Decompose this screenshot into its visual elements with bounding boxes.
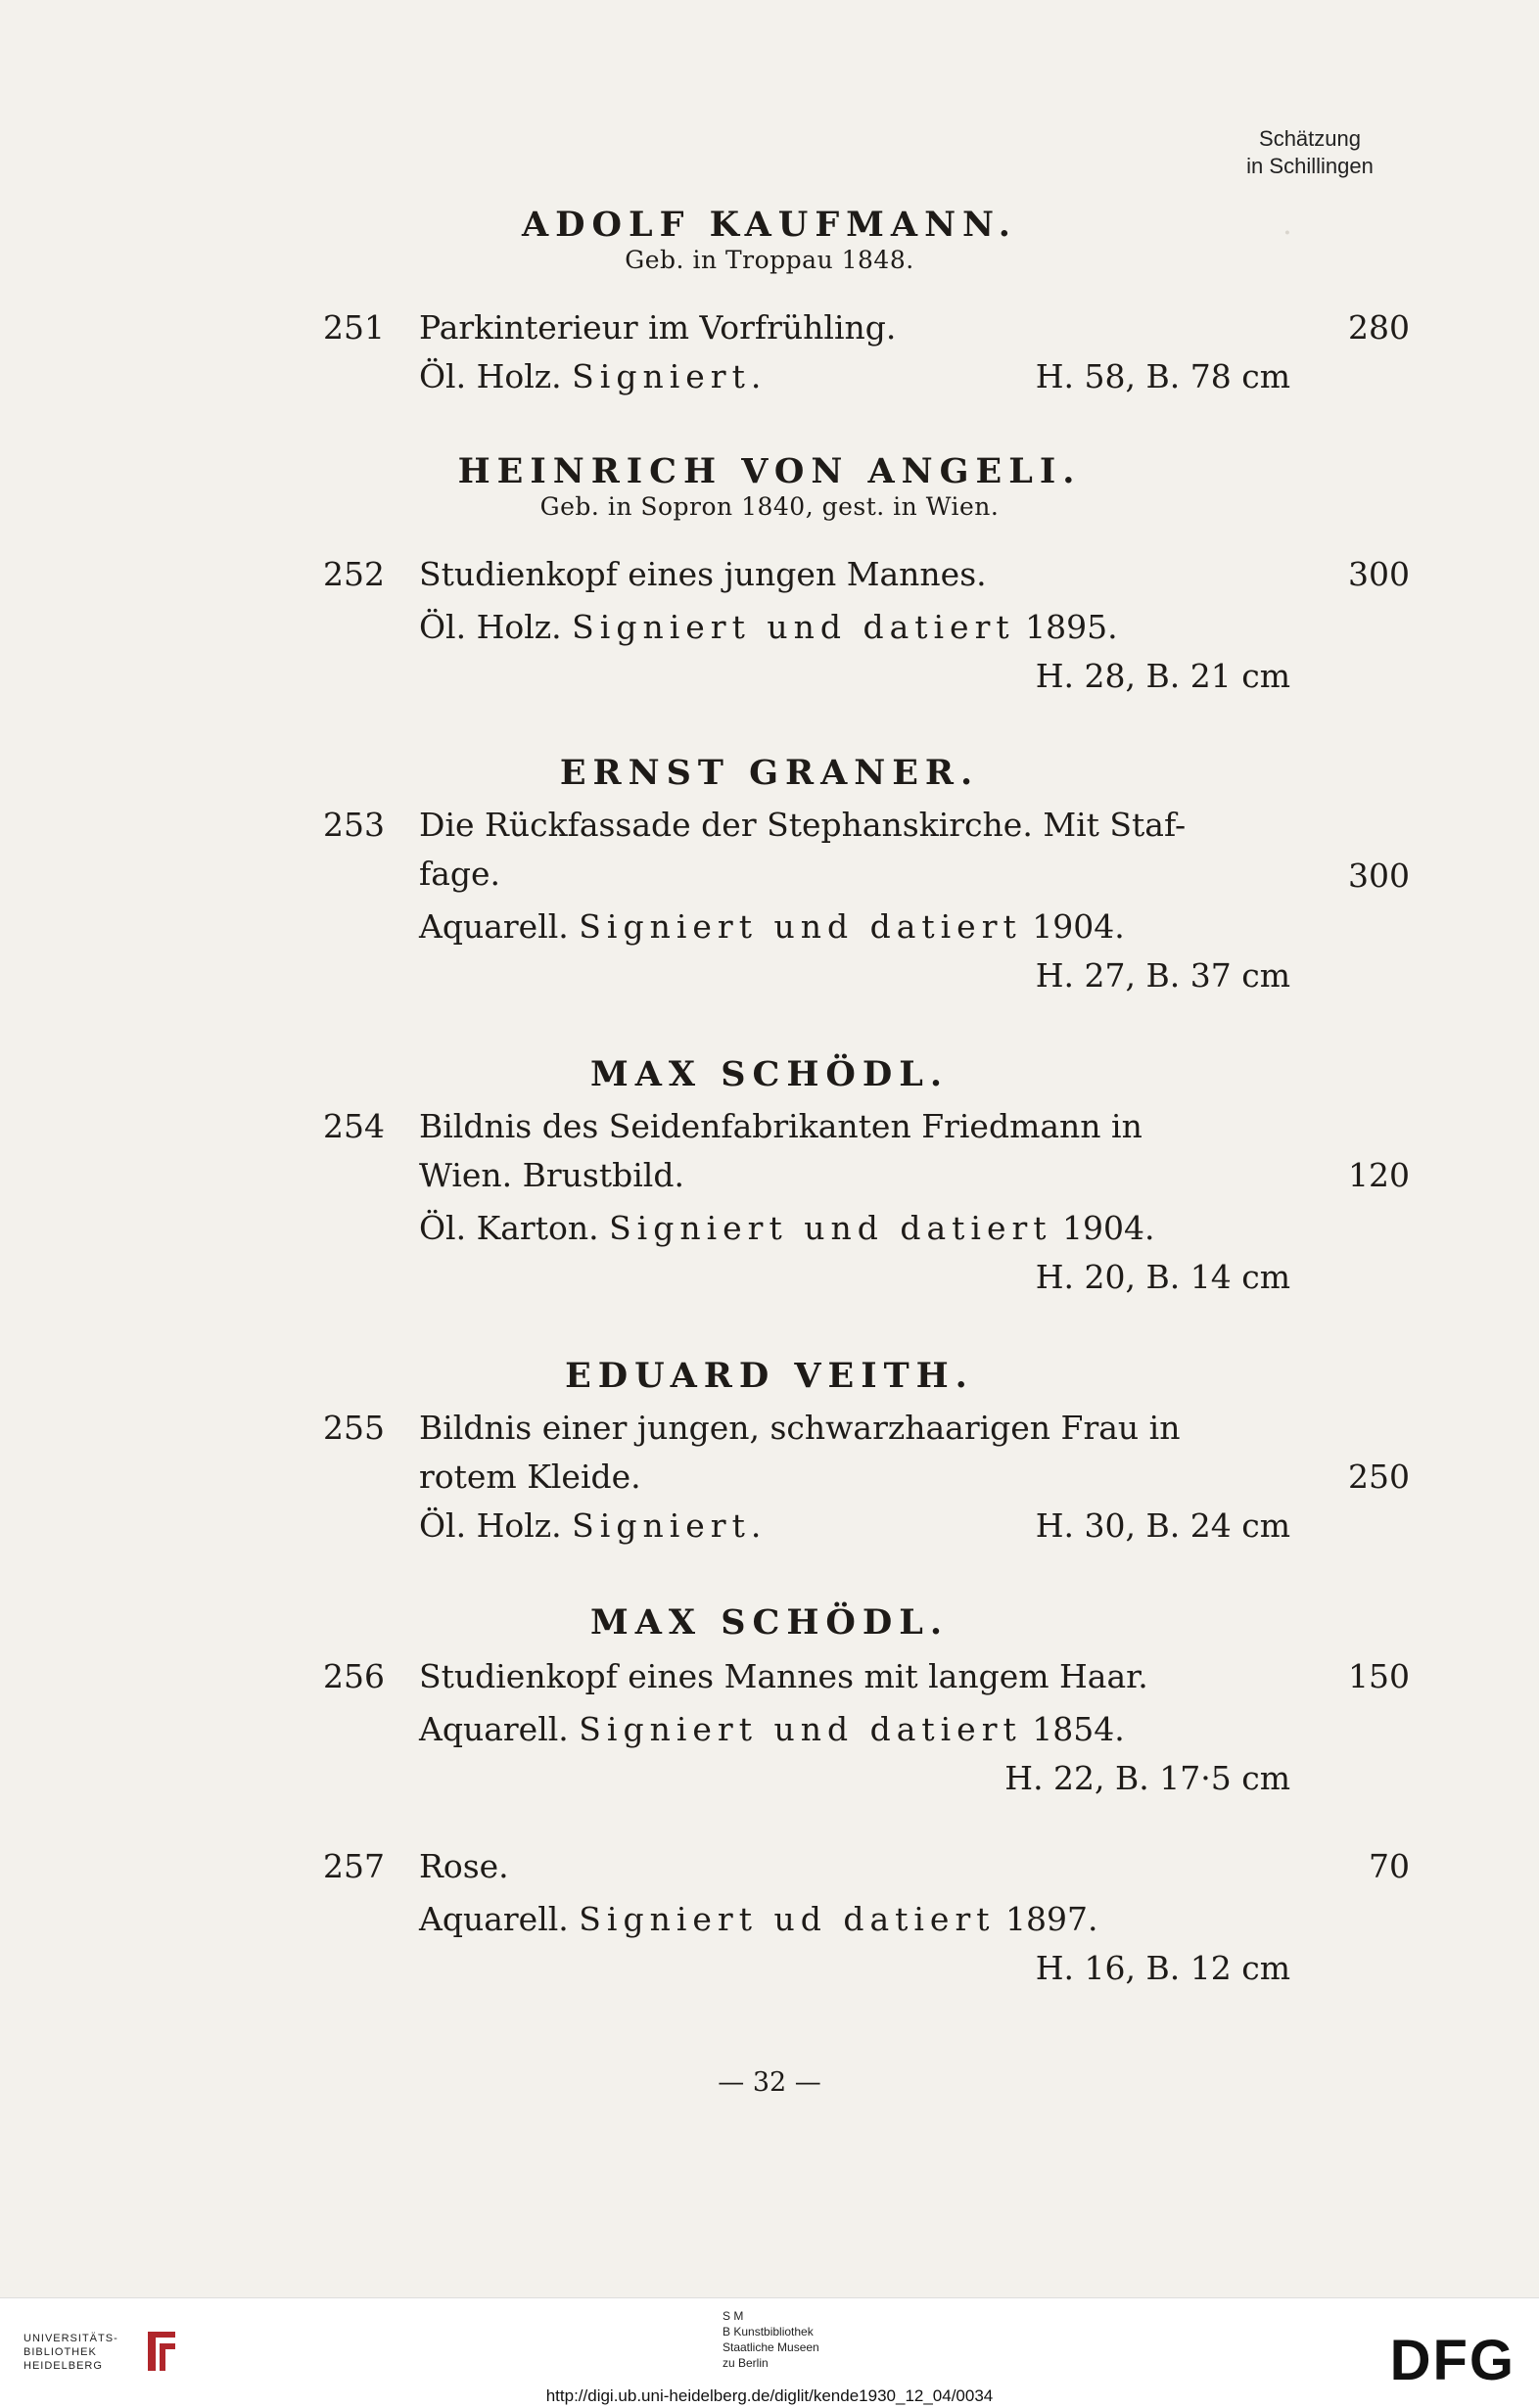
lot-price: 70 — [1369, 1847, 1410, 1885]
lot-title-line: fage. — [419, 855, 501, 893]
lot-price: 300 — [1348, 857, 1410, 895]
lot-medium: Öl. Karton. — [419, 1209, 599, 1247]
lot-medium: Aquarell. — [419, 907, 569, 946]
estimate-header-line2: in Schillingen — [1246, 154, 1374, 178]
page-number: — 32 — — [718, 2067, 821, 2098]
lot-medium: Aquarell. — [419, 1900, 569, 1938]
lot-year: 1895. — [1025, 608, 1118, 646]
estimate-header-line1: Schätzung — [1259, 126, 1361, 151]
lot-price: 280 — [1348, 308, 1410, 347]
lot-dimensions: H. 22, B. 17·5 cm — [1004, 1759, 1290, 1797]
lot-title: Parkinterieur im Vorfrühling. — [419, 308, 897, 347]
lot-signature: Signiert. — [572, 357, 768, 395]
lot-details — [419, 1895, 1290, 1943]
lot-title-line: Bildnis des Seidenfabrikanten Friedmann in — [419, 1107, 1143, 1145]
university-logo-icon — [142, 2328, 181, 2377]
lot-dimensions: H. 27, B. 37 cm — [1035, 956, 1290, 995]
library-line2: B Kunstbibliothek — [723, 2325, 814, 2339]
source-url[interactable]: http://digi.ub.uni-heidelberg.de/diglit/kende1930_12_04/0034 — [545, 2386, 994, 2405]
lot-signature: Signiert ud datiert — [579, 1900, 996, 1938]
lot-title-line: Die Rückfassade der Stephanskirche. Mit Staf- — [419, 806, 1187, 844]
lot-details — [419, 1705, 1290, 1753]
university-logo-text — [23, 2332, 118, 2373]
lot-number: 251 — [323, 308, 385, 347]
artist-name: MAX SCHÖDL. — [589, 1054, 950, 1094]
estimate-column-header — [1212, 125, 1408, 180]
lot-price: 300 — [1348, 555, 1410, 593]
lot-year: 1854. — [1032, 1710, 1125, 1748]
artist-info: Geb. in Sopron 1840, gest. in Wien. — [539, 492, 1000, 521]
lot-title: Studienkopf eines jungen Mannes. — [419, 555, 987, 593]
lot-dimensions: H. 28, B. 21 cm — [1035, 657, 1290, 695]
university-name-line2: BIBLIOTHEK — [23, 2346, 97, 2358]
lot-year: 1897. — [1005, 1900, 1098, 1938]
lot-price: 250 — [1348, 1458, 1410, 1496]
lot-number: 252 — [323, 555, 385, 593]
library-line4: zu Berlin — [723, 2356, 769, 2370]
lot-dimensions: H. 30, B. 24 cm — [1035, 1506, 1290, 1545]
library-stamp-text — [723, 2308, 819, 2371]
dfg-logo: DFG — [1389, 2329, 1516, 2392]
lot-price: 150 — [1348, 1657, 1410, 1695]
lot-medium: Öl. Holz. — [419, 1506, 562, 1545]
library-line1: S M — [723, 2309, 744, 2323]
lot-title-line: Bildnis einer jungen, schwarzhaarigen Frau in — [419, 1409, 1181, 1447]
artist-name: ADOLF KAUFMANN. — [522, 205, 1017, 245]
library-line3: Staatliche Museen — [723, 2340, 819, 2354]
lot-number: 254 — [323, 1107, 385, 1145]
digitization-footer — [0, 2297, 1539, 2408]
lot-dimensions: H. 20, B. 14 cm — [1035, 1258, 1290, 1296]
lot-title: Studienkopf eines Mannes mit langem Haar. — [419, 1657, 1148, 1695]
artist-name: EDUARD VEITH. — [565, 1356, 974, 1396]
artist-heading — [0, 1055, 1539, 1094]
lot-dimensions: H. 58, B. 78 cm — [1035, 357, 1290, 395]
artist-heading — [0, 206, 1539, 276]
catalog-page: · Schätzung in Schillingen ADOLF KAUFMANN. Geb. in Troppau 1848. 251 Parkinterieur im Vorfrühling. 280 Öl. Holz. Signiert. H. 58, B. 78 cm HEINRICH VON ANGELI. Geb. in Sopron 1840, gest. in Wien. 252 Studienkopf eines jungen Mannes. 300 Öl. Holz. Signiert und datiert 1895. H. 28, B. 21 cm ERNST GRANER. 253 Die Rückfassade der Stephanskirche. Mit Staf- fage. 300 Aquarell. Signiert und datiert 1904. H. 27, B. 37 cm MAX SCHÖDL. 254 Bildnis des Seidenfabrikanten Friedmann in Wien. Brustbild. 120 Öl. Karton. Signiert und datiert 1904. H. 20, B. 14 cm EDUARD VEITH. 255 Bildnis einer jungen, schwarzhaarigen Frau in rotem Kleide. 250 Öl. Holz. Signiert. H. 30, B. 24 cm MAX SCHÖDL. 256 Studienkopf eines Mannes mit langem Haar. 150 Aquarell. Signiert und datiert 1854. H. 22, B. 17·5 cm 257 Rose. 70 Aquarell. Signiert ud datiert 1897. H. 16, B. 12 cm — 32 — — [0, 0, 1539, 2297]
artist-name: HEINRICH VON ANGELI. — [457, 451, 1082, 491]
lot-signature: Signiert und datiert — [579, 1710, 1022, 1748]
lot-year: 1904. — [1062, 1209, 1155, 1247]
lot-price: 120 — [1348, 1156, 1410, 1194]
artist-heading — [0, 1357, 1539, 1396]
artist-name: MAX SCHÖDL. — [589, 1602, 950, 1643]
lot-number: 255 — [323, 1409, 385, 1447]
lot-number: 257 — [323, 1847, 385, 1885]
artist-info: Geb. in Troppau 1848. — [625, 246, 914, 274]
lot-medium: Öl. Holz. — [419, 357, 562, 395]
artist-heading — [0, 754, 1539, 793]
lot-signature: Signiert. — [572, 1506, 768, 1545]
artist-heading — [0, 452, 1539, 523]
lot-dimensions: H. 16, B. 12 cm — [1035, 1949, 1290, 1987]
university-name-line1: UNIVERSITÄTS- — [23, 2333, 118, 2344]
lot-number: 253 — [323, 806, 385, 844]
lot-title-line: rotem Kleide. — [419, 1458, 641, 1496]
lot-details — [419, 603, 1290, 651]
university-name-line3: HEIDELBERG — [23, 2360, 103, 2372]
lot-details — [419, 1204, 1290, 1252]
lot-medium: Öl. Holz. — [419, 608, 562, 646]
lot-number: 256 — [323, 1657, 385, 1695]
lot-year: 1904. — [1032, 907, 1125, 946]
lot-signature: Signiert und datiert — [609, 1209, 1052, 1247]
lot-title-line: Wien. Brustbild. — [419, 1156, 684, 1194]
artist-name: ERNST GRANER. — [559, 753, 980, 793]
lot-signature: Signiert und datiert — [572, 608, 1015, 646]
lot-signature: Signiert und datiert — [579, 907, 1022, 946]
lot-title: Rose. — [419, 1847, 509, 1885]
artist-heading — [0, 1603, 1539, 1643]
lot-details — [419, 903, 1290, 950]
lot-medium: Aquarell. — [419, 1710, 569, 1748]
